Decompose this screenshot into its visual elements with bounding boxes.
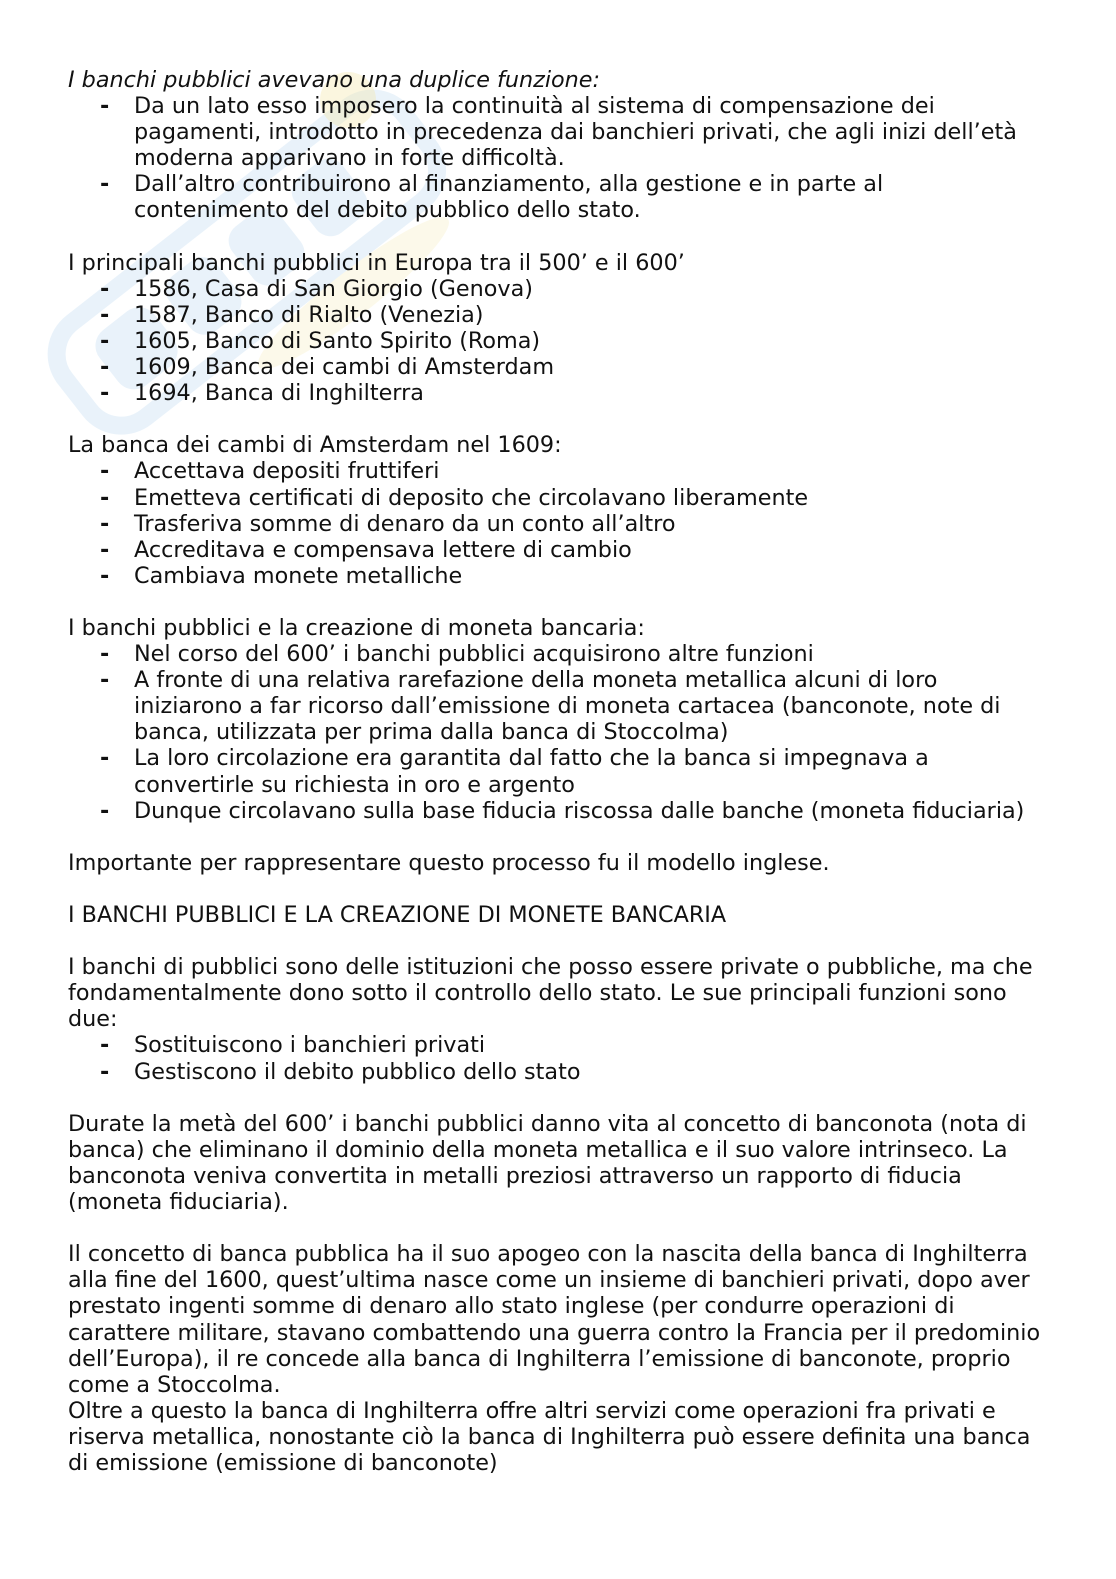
list-item [68, 745, 1078, 797]
list-item-text: Emetteva certificati di deposito che circolavano liberamente [134, 484, 809, 511]
section-title: I BANCHI PUBBLICI E LA CREAZIONE DI MONETE BANCARIA [68, 902, 727, 928]
bullet-dash: - [100, 327, 110, 354]
list-item [68, 563, 1078, 589]
note-block [68, 850, 1078, 876]
list-item-text: Nel corso del 600’ i banchi pubblici acquisirono altre funzioni [134, 641, 814, 668]
list-item-text: Accreditava e compensava lettere di cambio [134, 536, 632, 563]
list-item [68, 667, 1078, 745]
bullet-dash: - [100, 93, 110, 120]
list-item [68, 276, 1078, 302]
bullet-dash: - [100, 380, 110, 407]
section-heading: La banca dei cambi di Amsterdam nel 1609: [68, 432, 562, 459]
list-item [68, 1059, 1078, 1085]
list-item [68, 93, 1078, 171]
section-moneta-bancaria [68, 615, 1078, 824]
bullet-dash: - [100, 641, 110, 668]
paragraph: Il concetto di banca pubblica ha il suo apogeo con la nascita della banca di Inghilterra alla fine del 1600, quest’ultima nasce come un insieme di banchieri privati, dopo aver prestato ingenti somme di denaro allo stato inglese (per condurre operazioni di carattere militare, stavano combattendo una guerra contro la Francia per il predominio dell’Europa), il re concede alla banca di Inghilterra l’emissione di banconote, proprio come a Stoccolma. [68, 1241, 1041, 1398]
bullet-dash: - [100, 510, 110, 537]
list-item-text: La loro circolazione era garantita dal fatto che la banca si impegnava a convertirle su richiesta in oro e argento [134, 745, 929, 798]
title-block [68, 902, 1078, 928]
list-item-text: Gestiscono il debito pubblico dello stato [134, 1058, 581, 1085]
paragraph: Oltre a questo la banca di Inghilterra offre altri servizi come operazioni fra privati e riserva metallica, nonostante ciò la banca di Inghilterra può essere definita una banca di emissione (emissione di banconote) [68, 1397, 1031, 1476]
list-item [68, 485, 1078, 511]
bullet-dash: - [100, 458, 110, 485]
list-item [68, 798, 1078, 824]
paragraph: I banchi di pubblici sono delle istituzioni che posso essere private o pubbliche, ma che fondamentalmente dono sotto il controllo dello stato. Le sue principali funzioni sono due: [68, 954, 1033, 1033]
bullet-dash: - [100, 667, 110, 694]
bullet-dash: - [100, 484, 110, 511]
bullet-dash: - [100, 354, 110, 381]
list-item [68, 537, 1078, 563]
section-banca-amsterdam [68, 432, 1078, 589]
list-item-text: Trasferiva somme di denaro da un conto all’altro [134, 510, 676, 537]
list-item-text: Da un lato esso imposero la continuità al sistema di compensazione dei pagamenti, introdotto in precedenza dai banchieri privati, che agli inizi dell’età moderna apparivano in forte difficoltà. [134, 93, 1017, 172]
paragraph: Importante per rappresentare questo processo fu il modello inglese. [68, 849, 830, 876]
list-item-text: 1694, Banca di Inghilterra [134, 380, 424, 407]
list-item-text: Dunque circolavano sulla base fiducia riscossa dalle banche (moneta fiduciaria) [134, 797, 1025, 824]
list-item [68, 511, 1078, 537]
bullet-dash: - [100, 301, 110, 328]
list-item-text: Accettava depositi fruttiferi [134, 458, 440, 485]
list-item-text: 1586, Casa di San Giorgio (Genova) [134, 275, 533, 302]
list-item [68, 171, 1078, 223]
list-item [68, 354, 1078, 380]
list-item-text: Dall’altro contribuirono al finanziamento, alla gestione e in parte al contenimento del debito pubblico dello stato. [134, 171, 884, 224]
section-heading: I banchi pubblici e la creazione di moneta bancaria: [68, 614, 645, 641]
bullet-dash: - [100, 1032, 110, 1059]
list-item-text: Cambiava monete metalliche [134, 562, 463, 589]
document-content [68, 67, 1078, 1502]
list-item-text: Sostituiscono i banchieri privati [134, 1032, 486, 1059]
list-item-text: 1605, Banco di Santo Spirito (Roma) [134, 327, 541, 354]
section-heading: I principali banchi pubblici in Europa tra il 500’ e il 600’ [68, 249, 685, 276]
section-principali-banchi [68, 250, 1078, 407]
bullet-dash: - [100, 562, 110, 589]
list-item [68, 302, 1078, 328]
bullet-dash: - [100, 797, 110, 824]
list-item [68, 1032, 1078, 1058]
list-item [68, 328, 1078, 354]
bullet-dash: - [100, 275, 110, 302]
banconota-block [68, 1111, 1078, 1215]
inghilterra-block [68, 1241, 1078, 1476]
bullet-dash: - [100, 1058, 110, 1085]
bullet-dash: - [100, 745, 110, 772]
list-item [68, 380, 1078, 406]
list-item-text: A fronte di una relativa rarefazione della moneta metallica alcuni di loro iniziarono a far ricorso dall’emissione di moneta cartacea (banconote, note di banca, utilizzata per prima dalla banca di Stoccolma) [134, 667, 1001, 746]
list-item-text: 1587, Banco di Rialto (Venezia) [134, 301, 484, 328]
section-duplice-funzione [68, 67, 1078, 224]
list-item [68, 458, 1078, 484]
bullet-dash: - [100, 171, 110, 198]
section-heading: I banchi pubblici avevano una duplice funzione: [68, 67, 601, 93]
paragraph: Durate la metà del 600’ i banchi pubblici danno vita al concetto di banconota (nota di banca) che eliminano il dominio della moneta metallica e il suo valore intrinseco. La banconota veniva convertita in metalli preziosi attraverso un rapporto di fiducia (moneta fiduciaria). [68, 1110, 1027, 1216]
intro-block [68, 954, 1078, 1084]
list-item-text: 1609, Banca dei cambi di Amsterdam [134, 354, 555, 381]
bullet-dash: - [100, 536, 110, 563]
list-item [68, 641, 1078, 667]
